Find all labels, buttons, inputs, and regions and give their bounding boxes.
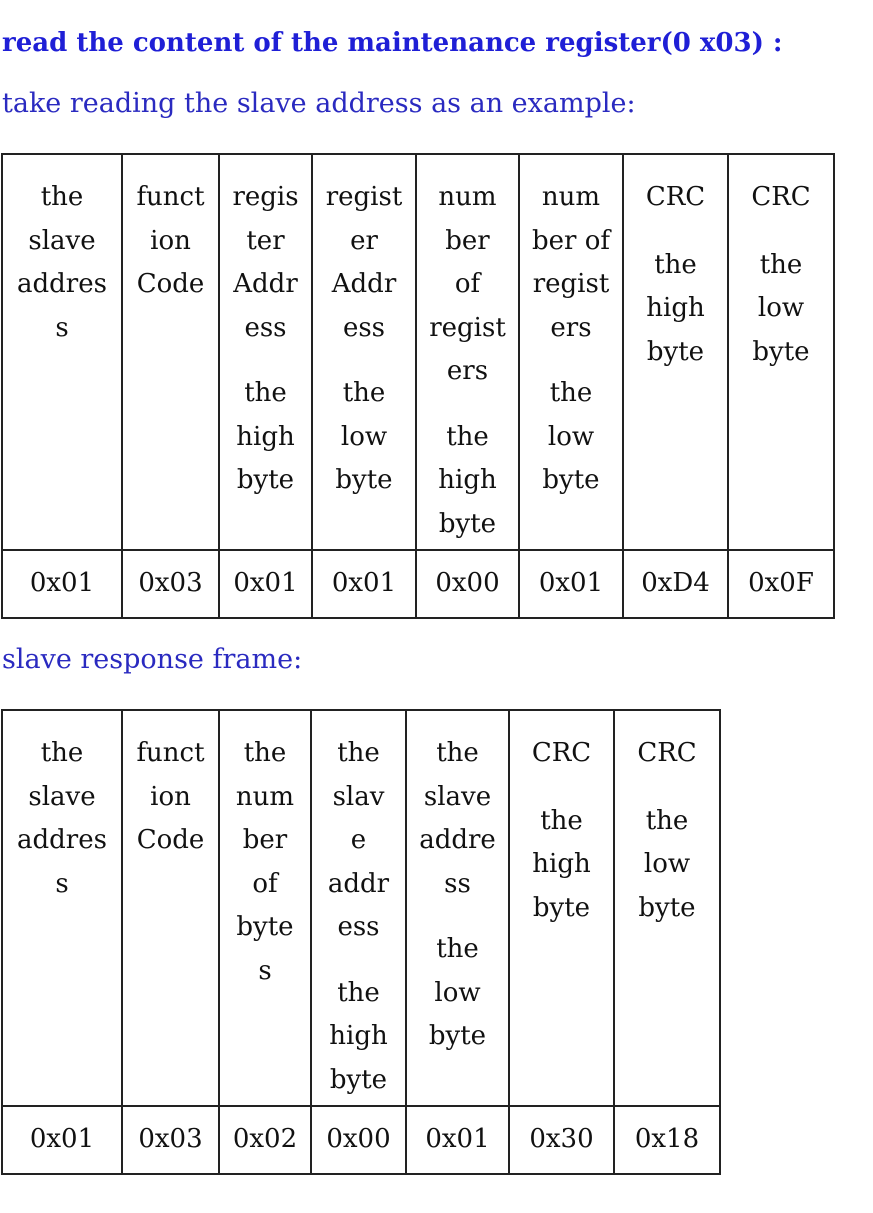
header-text-line: regis: [232, 182, 299, 212]
header-text-line: Addr: [331, 269, 397, 299]
header-text-line: the: [645, 805, 689, 836]
header-text-line: Code: [136, 269, 205, 299]
header-text-line: CRC: [531, 738, 592, 768]
response-value-cell: 0x30: [509, 1106, 614, 1174]
header-text-line: ter: [246, 225, 285, 256]
response-label: slave response frame:: [2, 644, 303, 675]
header-text-line: byte: [638, 892, 696, 923]
header-text-line: slave: [423, 781, 492, 812]
header-text-line: ers: [550, 312, 592, 343]
header-text-line: ers: [446, 356, 489, 386]
header-text-line: addr: [327, 868, 390, 899]
response-header-cell: [2, 710, 122, 1106]
request-header-cell: [728, 154, 834, 550]
response-value-cell: 0x02: [219, 1106, 311, 1174]
header-text-line: slave: [28, 781, 96, 812]
header-text-line: addres: [17, 825, 107, 855]
header-text-line: the: [436, 738, 479, 768]
header-text-line: low: [340, 421, 388, 452]
header-text-line: of: [252, 868, 278, 899]
header-text-line: addre: [419, 825, 496, 855]
header-text-line: s: [55, 868, 69, 899]
header-text-line: num: [235, 781, 295, 812]
header-text-line: regist: [429, 312, 506, 343]
request-value-cell: 0x01: [219, 550, 312, 618]
header-text-line: of: [454, 269, 481, 299]
request-header-cell: [519, 154, 623, 550]
response-header-cell: [311, 710, 406, 1106]
header-text-line: ss: [444, 868, 471, 899]
request-header-cell: [416, 154, 519, 550]
request-value-cell: 0x01: [312, 550, 416, 618]
header-text-line: the: [244, 378, 287, 408]
request-header-row: [2, 154, 834, 550]
response-frame-table: [1, 709, 721, 1175]
response-value-row: [2, 1106, 720, 1174]
header-text-line: the: [40, 738, 84, 768]
header-text-line: ber: [242, 825, 288, 855]
header-group-gap: [407, 906, 508, 928]
header-text-line: the: [40, 182, 84, 212]
response-header-cell: [509, 710, 614, 1106]
header-text-line: e: [350, 825, 367, 855]
header-text-line: the: [446, 421, 489, 452]
request-value-cell: 0x03: [122, 550, 219, 618]
header-text-line: byte: [646, 336, 705, 367]
response-header-row: [2, 710, 720, 1106]
request-value-cell: 0x0F: [728, 550, 834, 618]
request-header-cell: [312, 154, 416, 550]
header-text-line: CRC: [637, 738, 697, 768]
header-text-line: high: [438, 465, 497, 495]
header-text-line: ess: [337, 912, 380, 942]
header-text-line: the: [759, 249, 803, 280]
header-text-line: high: [532, 849, 591, 879]
header-text-line: slave: [28, 225, 96, 256]
intro-text: take reading the slave address as an example:: [2, 88, 636, 119]
header-text-line: ion: [150, 225, 191, 256]
response-header-cell: [219, 710, 311, 1106]
header-text-line: ber: [445, 225, 490, 256]
header-text-line: num: [541, 182, 601, 212]
header-text-line: ess: [342, 312, 386, 343]
header-text-line: byte: [438, 508, 497, 539]
header-text-line: Code: [136, 825, 205, 855]
header-text-line: byte: [752, 336, 810, 367]
header-text-line: regist: [532, 269, 610, 299]
page-heading: read the content of the maintenance register(0 x03) :: [2, 28, 783, 58]
header-group-gap: [312, 950, 405, 972]
header-text-line: Addr: [233, 269, 298, 299]
header-text-line: low: [434, 977, 481, 1008]
request-value-cell: 0x00: [416, 550, 519, 618]
header-text-line: byte: [335, 465, 393, 495]
request-header-cell: [2, 154, 122, 550]
header-text-line: s: [258, 955, 272, 986]
header-text-line: the: [654, 249, 697, 280]
header-text-line: funct: [136, 738, 205, 768]
header-text-line: low: [757, 293, 805, 323]
response-value-cell: 0x03: [122, 1106, 219, 1174]
request-header-cell: [122, 154, 219, 550]
header-text-line: the: [540, 805, 583, 836]
header-text-line: byte: [542, 465, 600, 495]
header-text-line: the: [243, 738, 287, 768]
header-text-line: funct: [136, 182, 205, 212]
header-text-line: high: [646, 293, 705, 323]
response-value-cell: 0x01: [2, 1106, 122, 1174]
header-text-line: the: [436, 934, 479, 964]
header-text-line: high: [329, 1021, 388, 1051]
header-text-line: the: [549, 378, 593, 408]
request-value-cell: 0x01: [2, 550, 122, 618]
header-text-line: slav: [332, 781, 385, 812]
header-text-line: ess: [244, 312, 287, 343]
response-header-cell: [122, 710, 219, 1106]
header-text-line: CRC: [645, 182, 706, 212]
header-text-line: regist: [325, 182, 403, 212]
header-text-line: byte: [428, 1021, 487, 1051]
response-header-cell: [614, 710, 720, 1106]
header-group-gap: [520, 350, 622, 372]
header-text-line: byte: [329, 1064, 388, 1095]
request-value-cell: 0x01: [519, 550, 623, 618]
response-header-cell: [406, 710, 509, 1106]
header-text-line: s: [55, 312, 69, 343]
header-text-line: low: [643, 849, 691, 879]
header-text-line: the: [337, 977, 380, 1008]
response-value-cell: 0x01: [406, 1106, 509, 1174]
response-value-cell: 0x00: [311, 1106, 406, 1174]
header-text-line: the: [342, 378, 386, 408]
header-text-line: num: [438, 182, 497, 212]
header-text-line: high: [236, 421, 295, 452]
header-group-gap: [313, 350, 415, 372]
response-value-cell: 0x18: [614, 1106, 720, 1174]
header-text-line: er: [350, 225, 378, 256]
header-text-line: byte: [236, 912, 294, 942]
header-text-line: addres: [17, 269, 107, 299]
request-header-cell: [623, 154, 728, 550]
header-text-line: CRC: [751, 182, 811, 212]
header-group-gap: [417, 394, 518, 416]
request-value-cell: 0xD4: [623, 550, 728, 618]
header-text-line: byte: [532, 892, 591, 923]
header-text-line: byte: [236, 465, 295, 495]
request-header-cell: [219, 154, 312, 550]
request-value-row: [2, 550, 834, 618]
header-text-line: low: [547, 421, 595, 452]
header-text-line: the: [337, 738, 380, 768]
header-group-gap: [220, 350, 311, 372]
header-text-line: ion: [150, 781, 191, 812]
header-text-line: ber of: [532, 225, 610, 256]
request-frame-table: [1, 153, 835, 619]
